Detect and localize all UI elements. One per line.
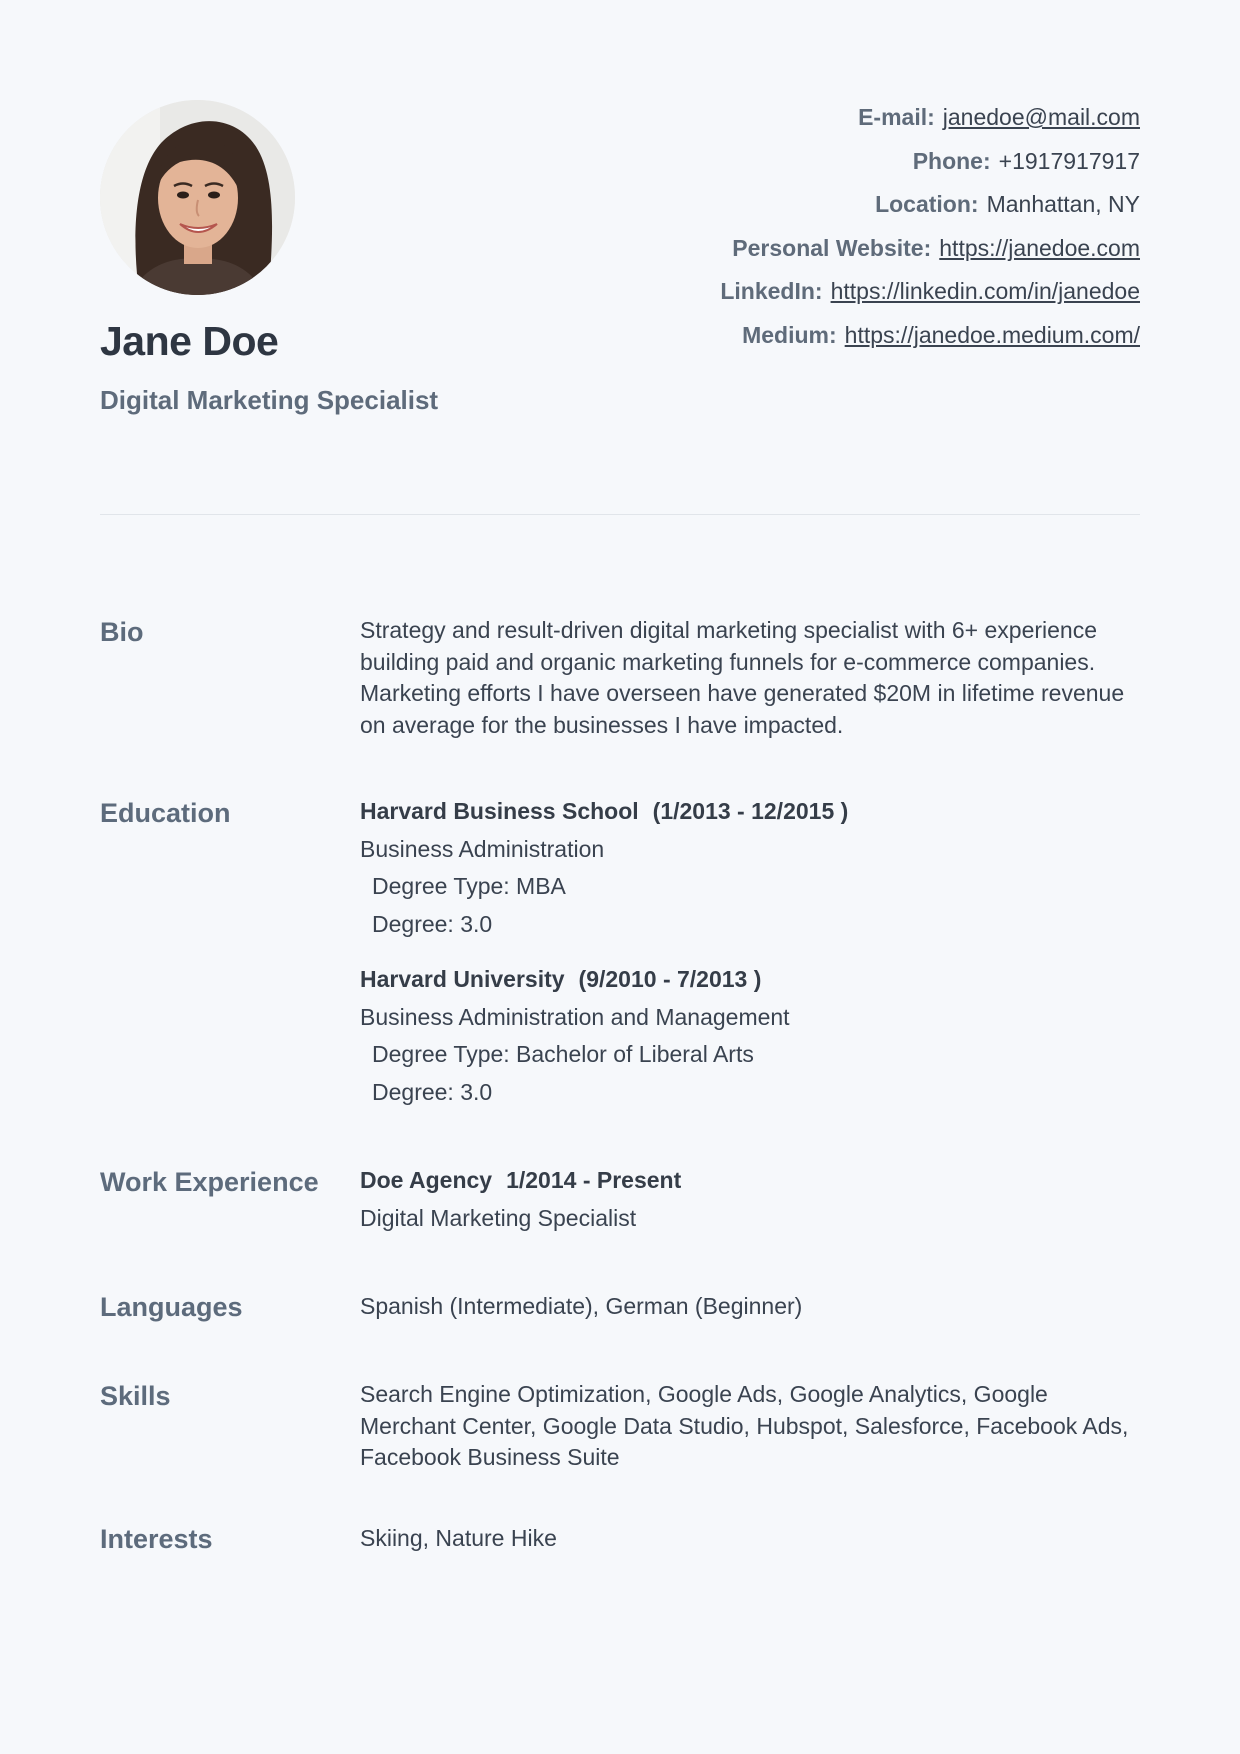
contact-label: Phone: (912, 147, 991, 174)
contact-label: Location: (875, 191, 979, 218)
spacer (360, 943, 1140, 961)
school-name: Harvard Business School (360, 798, 639, 824)
degree-type: Degree Type: Bachelor of Liberal Arts (372, 1041, 754, 1067)
languages-text: Spanish (Intermediate), German (Beginner) (360, 1293, 803, 1319)
section-label-bio: Bio (100, 617, 144, 647)
education-heading (360, 793, 1140, 831)
section-label-interests: Interests (100, 1524, 213, 1554)
work-dates: 1/2014 - Present (506, 1167, 682, 1193)
work-role: Digital Marketing Specialist (360, 1204, 637, 1231)
work-entry (360, 1162, 1140, 1237)
contact-linkedin (520, 274, 1140, 318)
contact-info (520, 100, 1140, 362)
phone-value: +1917917917 (998, 147, 1140, 174)
education-dates: (1/2013 - 12/2015 ) (652, 798, 849, 824)
person-name: Jane Doe (100, 318, 279, 364)
education-field: Business Administration and Management (360, 1003, 790, 1030)
skills-text: Search Engine Optimization, Google Ads, Google Analytics, Google Merchant Center, Google Data Studio, Hubspot, Salesforce, Facebook Ads, Facebook Business Suite (360, 1381, 1129, 1470)
job-title: Digital Marketing Specialist (100, 385, 439, 415)
header-divider (100, 514, 1140, 515)
section-label-skills: Skills (100, 1381, 171, 1411)
avatar (100, 100, 295, 295)
bio-text: Strategy and result-driven digital marketing specialist with 6+ experience building paid and organic marketing funnels for e-commerce companies. Marketing efforts I have overseen have generated $20M in lifetime revenue on average for the businesses I have impacted. (360, 617, 1125, 738)
contact-website (520, 231, 1140, 275)
medium-link[interactable]: https://janedoe.medium.com/ (844, 321, 1140, 348)
work-heading (360, 1162, 1140, 1200)
education-entry (360, 961, 1140, 1111)
education-field: Business Administration (360, 835, 605, 862)
contact-location (520, 187, 1140, 231)
degree-type: Degree Type: MBA (372, 873, 566, 899)
contact-phone (520, 144, 1140, 188)
school-name: Harvard University (360, 966, 565, 992)
education-heading (360, 961, 1140, 999)
section-label-work: Work Experience (100, 1167, 319, 1197)
contact-email (520, 100, 1140, 144)
degree-score: Degree: 3.0 (372, 910, 493, 937)
linkedin-link[interactable]: https://linkedin.com/in/janedoe (830, 278, 1140, 305)
interests-text: Skiing, Nature Hike (360, 1525, 557, 1551)
contact-label: Medium: (742, 321, 837, 348)
education-entry (360, 793, 1140, 943)
section-label-education: Education (100, 798, 231, 828)
section-label-languages: Languages (100, 1292, 243, 1322)
education-list (360, 793, 1140, 1111)
contact-label: Personal Website: (732, 234, 932, 261)
education-dates: (9/2010 - 7/2013 ) (578, 966, 762, 992)
contact-label: E-mail: (858, 104, 935, 130)
company-name: Doe Agency (360, 1167, 493, 1193)
location-value: Manhattan, NY (986, 191, 1140, 218)
email-link[interactable]: janedoe@mail.com (942, 104, 1140, 130)
website-link[interactable]: https://janedoe.com (939, 234, 1140, 261)
contact-medium (520, 318, 1140, 362)
contact-label: LinkedIn: (720, 278, 823, 305)
degree-score: Degree: 3.0 (372, 1078, 493, 1105)
portrait-image (100, 100, 295, 295)
